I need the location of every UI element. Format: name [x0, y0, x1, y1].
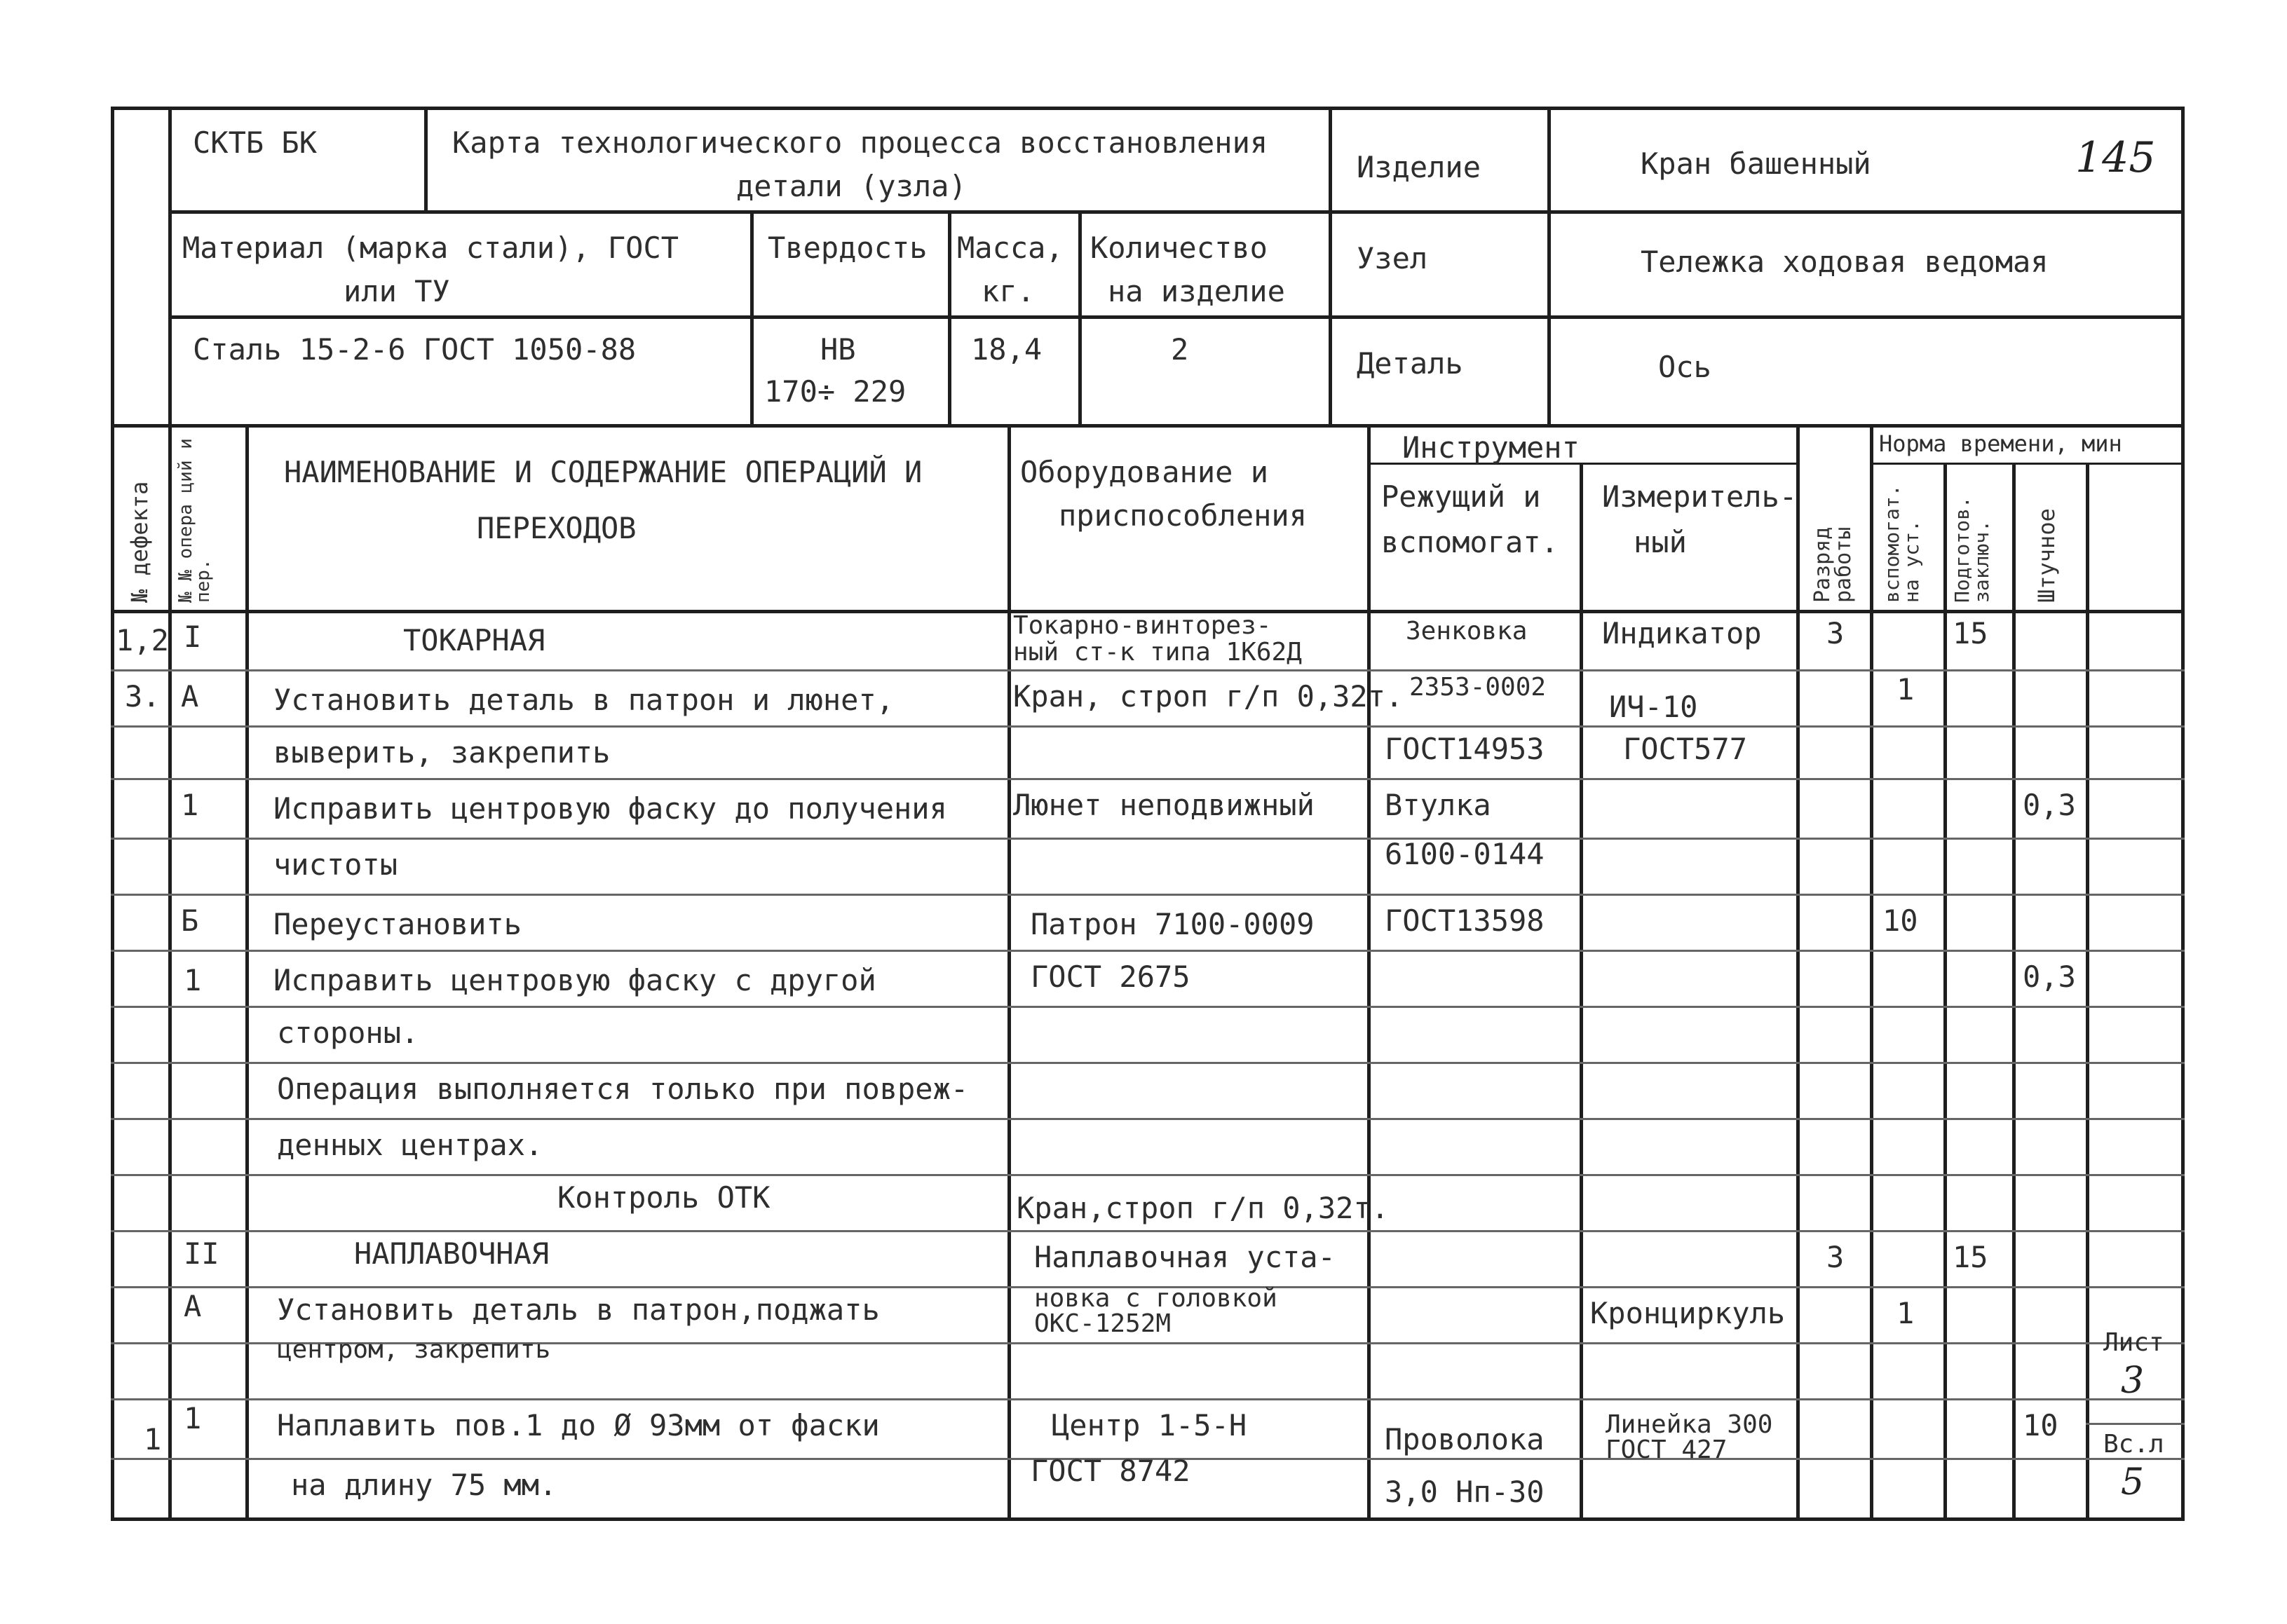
col-header-time-group: Норма времени, мин	[1879, 430, 2122, 457]
row-14-op: 1	[184, 1401, 202, 1435]
row-0-op: I	[184, 620, 202, 654]
header-qty-divider	[1078, 210, 1082, 424]
sheet-label: Лист	[2103, 1328, 2164, 1357]
header-row-line-1	[168, 210, 2185, 214]
col-line-measuring	[1796, 424, 1800, 1521]
total-sheets-label: Вс.л	[2103, 1430, 2164, 1459]
row-1-equip: Кран, строп г/п 0,32т.	[1013, 679, 1404, 714]
node-value: Тележка ходовая ведомая	[1641, 245, 2049, 279]
row-3-cutting: Втулка	[1385, 788, 1491, 822]
col-line-piece	[2086, 463, 2089, 1521]
col-header-defect: № дефекта	[126, 481, 153, 603]
row-5-aux: 10	[1882, 903, 1918, 938]
material-label-line1: Материал (марка стали), ГОСТ	[182, 231, 679, 265]
row-12-equip-line2: ОКС-1252М	[1034, 1309, 1172, 1338]
row-10-name: Контроль ОТК	[557, 1180, 771, 1215]
col-line-grade	[1870, 424, 1873, 1521]
col-line-prep	[2012, 463, 2016, 1521]
col-line-defect	[168, 424, 172, 1521]
col-header-grade: Разряд работы	[1810, 526, 1856, 603]
row-15-equip: ГОСТ 8742	[1031, 1454, 1190, 1488]
row-9-name: денных центрах.	[277, 1128, 543, 1162]
header-bottom-line	[111, 424, 2185, 428]
row-5-name: Переустановить	[273, 907, 522, 941]
row-5-equip: Патрон 7100-0009	[1031, 907, 1315, 941]
header-mass-divider	[948, 210, 951, 424]
row-5-cutting: ГОСТ13598	[1385, 903, 1545, 938]
row-0-cutting: Зенковка	[1406, 617, 1528, 646]
row-13-name: центром, закрепить	[277, 1335, 551, 1364]
material-value: Сталь 15-2-6 ГОСТ 1050-88	[193, 332, 637, 367]
row-1-name: Установить деталь в патрон и люнет,	[273, 683, 895, 717]
row-12-op: А	[184, 1289, 202, 1323]
detail-label: Деталь	[1357, 346, 1463, 381]
col-header-aux: вспомогат. на уст.	[1880, 484, 1923, 603]
row-6-op: 1	[184, 963, 202, 997]
row-3-op: 1	[181, 788, 199, 822]
row-14-piece: 10	[2023, 1408, 2058, 1442]
row-7-name: стороны.	[277, 1016, 419, 1050]
col-line-equip	[1367, 424, 1371, 1521]
row-0-measuring: Индикатор	[1602, 616, 1762, 650]
row-0-equip: Токарно-винторез-	[1013, 611, 1272, 640]
header-mid-divider	[1329, 107, 1332, 425]
org-name: СКТБ БК	[193, 125, 318, 160]
hardness-value-line2: 170÷ 229	[764, 374, 907, 409]
row-2-cutting: ГОСТ14953	[1385, 732, 1545, 766]
row-12-measuring: Кронциркуль	[1590, 1296, 1786, 1330]
row-8-name: Операция выполняется только при повреж-	[277, 1072, 969, 1106]
row-line	[111, 1174, 2185, 1176]
row-15-cutting: 3,0 Нп-30	[1385, 1475, 1545, 1509]
row-15-name: на длину 75 мм.	[291, 1468, 557, 1502]
col-header-equip-line1: Оборудование и	[1020, 455, 1269, 489]
row-3-piece: 0,3	[2023, 788, 2076, 822]
total-sheets: 5	[2121, 1461, 2145, 1503]
row-1-aux: 1	[1896, 672, 1915, 707]
mass-value: 18,4	[971, 332, 1043, 367]
row-11-op: II	[184, 1236, 219, 1271]
card-title-line1: Карта технологического процесса восстановления	[452, 125, 1268, 160]
row-5-op: Б	[181, 903, 199, 938]
col-header-tool-group: Инструмент	[1402, 430, 1580, 465]
row-line	[111, 725, 2185, 728]
col-header-equip-line2: приспособления	[1059, 498, 1308, 533]
product-value: Кран башенный	[1641, 146, 1871, 181]
row-14-cutting: Проволока	[1385, 1422, 1545, 1456]
row-line	[111, 778, 2185, 780]
col-header-cutting-line2: вспомогат.	[1381, 525, 1559, 559]
row-line	[111, 950, 2185, 952]
col-header-op: № № опера ций и пер.	[175, 438, 214, 603]
row-11-grade: 3	[1826, 1240, 1845, 1274]
row-1-defect: 3.	[125, 679, 161, 714]
col-line-op	[245, 424, 249, 1521]
row-12-aux: 1	[1896, 1296, 1915, 1330]
row-6-piece: 0,3	[2023, 960, 2076, 994]
frame-bottom-line	[111, 1517, 2185, 1521]
col-header-name-line2: ПЕРЕХОДОВ	[477, 511, 637, 545]
sheet-divider	[2086, 1423, 2185, 1425]
row-0-equip-line2: ный ст-к типа 1К62Д	[1013, 638, 1302, 667]
row-line	[111, 1230, 2185, 1232]
card-title-line2: детали (узла)	[736, 169, 967, 203]
col-line-cutting	[1580, 463, 1583, 1521]
row-6-name: Исправить центровую фаску с другой	[273, 963, 876, 997]
row-0-name: ТОКАРНАЯ	[403, 623, 545, 657]
row-line	[111, 1118, 2185, 1120]
qty-value: 2	[1171, 332, 1189, 367]
qty-label-line1: Количество	[1090, 231, 1268, 265]
row-0-grade: 3	[1826, 616, 1845, 650]
col-header-piece: Штучное	[2033, 508, 2060, 603]
col-line-name	[1007, 424, 1011, 1521]
row-12-name: Установить деталь в патрон,поджать	[277, 1292, 880, 1327]
mass-label-line1: Масса,	[957, 231, 1064, 265]
qty-label-line2: на изделие	[1108, 274, 1285, 308]
row-1-cutting: 2353-0002	[1409, 673, 1547, 702]
hardness-value-line1: НВ	[820, 332, 856, 367]
col-header-name-line1: НАИМЕНОВАНИЕ И СОДЕРЖАНИЕ ОПЕРАЦИЙ И	[284, 455, 923, 489]
row-line	[111, 669, 2185, 671]
row-10-equip: Кран,строп г/п 0,32т.	[1017, 1191, 1390, 1225]
header-row-line-2	[168, 315, 2185, 319]
detail-value: Ось	[1658, 350, 1711, 384]
header-label-divider	[1547, 107, 1551, 425]
header-hardness-divider	[750, 210, 754, 424]
row-11-equip: Наплавочная уста-	[1034, 1240, 1336, 1274]
frame-left-line	[111, 107, 114, 1521]
col-header-measuring-line2: ный	[1634, 525, 1687, 559]
col-line-aux	[1943, 463, 1947, 1521]
row-12-equip: новка с головкой	[1034, 1284, 1277, 1313]
row-3-name: Исправить центровую фаску до получения	[273, 791, 947, 826]
row-1-measuring: ИЧ-10	[1609, 690, 1698, 724]
row-4-name: чистоты	[273, 847, 398, 882]
row-line	[111, 1006, 2185, 1008]
row-3-equip: Люнет неподвижный	[1013, 788, 1315, 822]
page-mark: 145	[2075, 133, 2156, 182]
row-line	[111, 838, 2185, 840]
row-4-cutting: 6100-0144	[1385, 837, 1545, 871]
node-label: Узел	[1357, 241, 1428, 275]
row-2-name: выверить, закрепить	[273, 735, 611, 770]
row-2-measuring: ГОСТ577	[1623, 732, 1748, 766]
mass-label-line2: кг.	[982, 274, 1035, 308]
frame-top-line	[111, 107, 2185, 110]
row-11-name: НАПЛАВОЧНАЯ	[354, 1236, 550, 1271]
row-14-name: Наплавить пов.1 до Ø 93мм от фаски	[277, 1408, 880, 1442]
row-6-equip: ГОСТ 2675	[1031, 960, 1190, 994]
row-11-prep: 15	[1953, 1240, 1988, 1274]
row-0-prep: 15	[1953, 616, 1988, 650]
header-org-divider	[424, 107, 428, 212]
row-14-measuring-line2: ГОСТ 427	[1606, 1435, 1728, 1464]
col-header-prep: Подготов. заключ.	[1950, 496, 1993, 603]
col-header-cutting-line1: Режущий и	[1381, 479, 1541, 514]
row-14-measuring: Линейка 300	[1606, 1410, 1773, 1439]
row-14-defect: 1	[144, 1422, 162, 1456]
row-line	[111, 1062, 2185, 1064]
header-left-line	[168, 107, 172, 425]
material-label-line2: или ТУ	[344, 274, 450, 308]
row-line	[111, 1398, 2185, 1400]
row-14-equip: Центр 1-5-Н	[1052, 1408, 1247, 1442]
row-1-op: А	[181, 679, 199, 714]
sheet-number: 3	[2121, 1360, 2145, 1402]
col-header-measuring-line1: Измеритель-	[1602, 479, 1798, 514]
product-label: Изделие	[1357, 150, 1481, 184]
row-0-defect: 1,2	[116, 623, 169, 657]
hardness-label: Твердость	[768, 231, 928, 265]
row-line	[111, 894, 2185, 896]
